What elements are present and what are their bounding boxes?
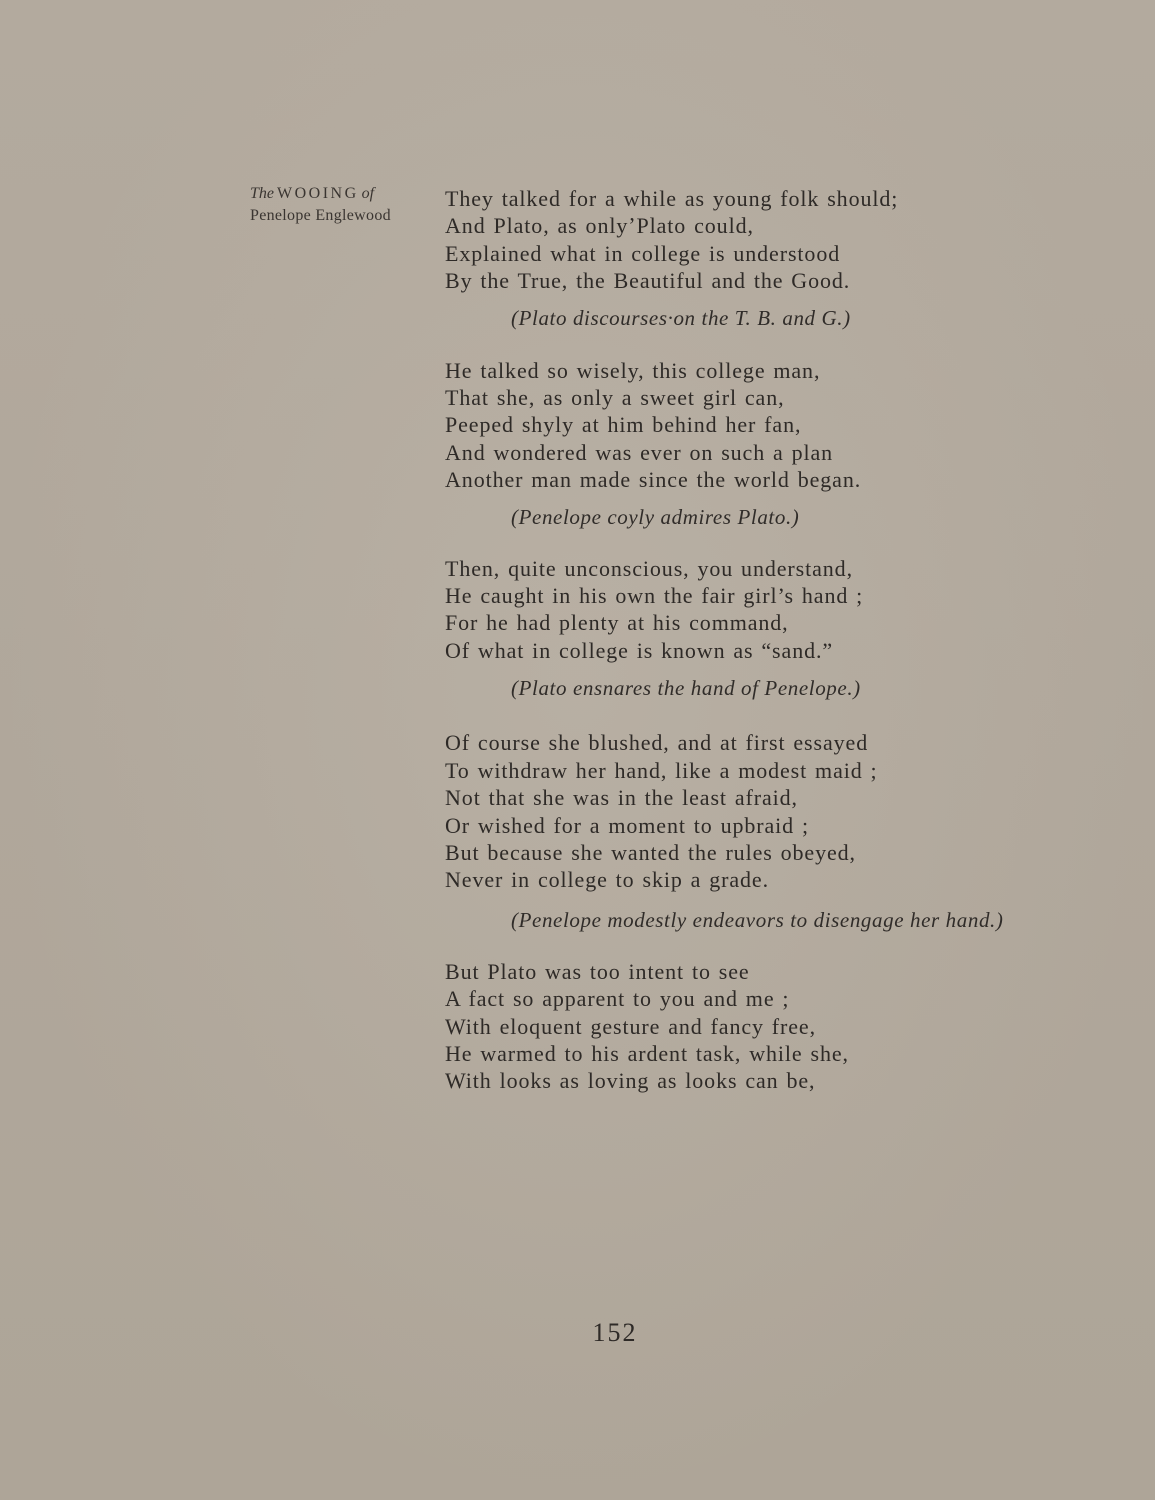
verse-line: Or wished for a moment to upbraid ;	[445, 812, 809, 838]
verse-line: They talked for a while as young folk should;	[445, 186, 899, 211]
verse-line: By the True, the Beautiful and the Good.	[445, 268, 851, 294]
verse-line: Explained what in college is understood	[445, 240, 841, 266]
verse-line: That she, as only a sweet girl can,	[445, 385, 785, 411]
stanza-3	[445, 555, 1105, 703]
stage-direction: (Penelope coyly admires Plato.)	[511, 504, 800, 529]
running-head-caps: WOOING	[277, 185, 359, 202]
verse-line: Of course she blushed, and at first essayed	[445, 730, 869, 756]
verse-line: A fact so apparent to you and me ;	[445, 986, 790, 1012]
verse-line: Then, quite unconscious, you understand,	[445, 555, 853, 581]
verse-line: For he had plenty at his command,	[445, 610, 789, 636]
verse-line: Not that she was in the least afraid,	[445, 785, 798, 811]
running-head	[250, 183, 420, 227]
stanza-2	[445, 357, 1105, 531]
running-head-suffix: of	[361, 185, 375, 202]
verse-line: He warmed to his ardent task, while she,	[445, 1040, 849, 1066]
poem-body	[445, 185, 1105, 1095]
running-head-title	[250, 183, 420, 205]
verse-line: With looks as loving as looks can be,	[445, 1068, 816, 1094]
verse-line: And wondered was ever on such a plan	[445, 439, 834, 465]
verse-line: Of what in college is known as “sand.”	[445, 637, 834, 663]
stage-direction: (Plato ensnares the hand of Penelope.)	[511, 676, 861, 701]
running-head-prefix: The	[250, 185, 274, 202]
stanza-4	[445, 729, 1105, 933]
running-head-subtitle: Penelope Englewood	[250, 207, 391, 224]
stage-direction: (Plato discourses·on the T. B. and G.)	[511, 305, 851, 330]
page-number: 152	[592, 1318, 638, 1347]
verse-line: To withdraw her hand, like a modest maid ;	[445, 757, 878, 783]
verse-line: But because she wanted the rules obeyed,	[445, 839, 856, 865]
stanza-5	[445, 958, 1105, 1095]
verse-line: And Plato, as onlyʼPlato could,	[445, 213, 754, 239]
verse-line: Another man made since the world began.	[445, 467, 862, 493]
verse-line: But Plato was too intent to see	[445, 958, 750, 984]
verse-line: Peeped shyly at him behind her fan,	[445, 412, 802, 438]
verse-line: With eloquent gesture and fancy free,	[445, 1013, 816, 1039]
stanza-1	[445, 185, 1105, 332]
stage-direction: (Penelope modestly endeavors to disengage her hand.)	[511, 907, 1004, 932]
verse-line: He caught in his own the fair girl’s hand ;	[445, 583, 864, 609]
verse-line: He talked so wisely, this college man,	[445, 357, 821, 383]
verse-line: Never in college to skip a grade.	[445, 867, 769, 893]
